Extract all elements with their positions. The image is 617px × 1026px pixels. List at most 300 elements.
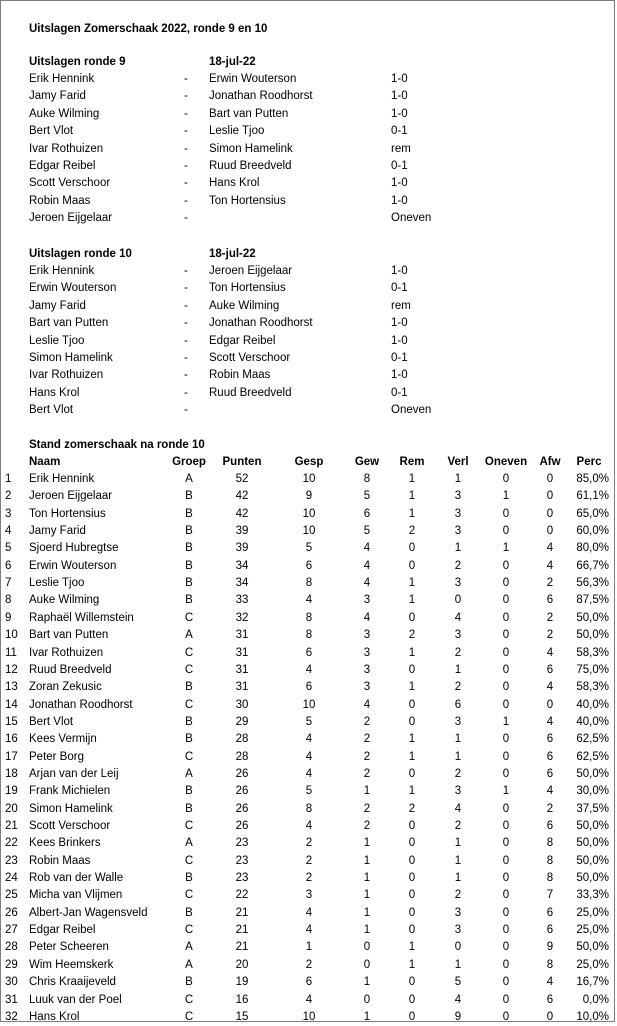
result-row (1, 106, 617, 123)
col-afw: Afw (539, 456, 561, 468)
player-group: B (185, 594, 193, 607)
player-name: Bart van Putten (29, 629, 109, 642)
col-gesp: Gesp (294, 456, 324, 468)
rank-number: 23 (5, 854, 18, 867)
byes-count: 0 (502, 872, 510, 885)
score-percentage: 50,0% (576, 767, 609, 780)
games-lost: 0 (454, 594, 462, 607)
rank-number: 26 (5, 906, 18, 919)
rank-number: 13 (5, 681, 18, 694)
score-percentage: 37,5% (576, 802, 609, 815)
games-drawn: 0 (408, 1010, 416, 1023)
games-drawn: 0 (408, 924, 416, 937)
round9-heading: Uitslagen ronde 9 (29, 56, 126, 68)
player-group: B (185, 525, 193, 538)
player-group: B (185, 733, 193, 746)
player-group: B (185, 785, 193, 798)
player-group: A (185, 837, 193, 850)
versus-dash: - (184, 212, 188, 225)
result-row (1, 367, 617, 384)
player-points: 42 (235, 490, 249, 503)
games-played: 4 (305, 906, 313, 919)
byes-count: 0 (502, 681, 510, 694)
result-row (1, 350, 617, 367)
games-drawn: 0 (408, 767, 416, 780)
black-player: Hans Krol (209, 177, 260, 190)
black-player: Bart van Putten (209, 107, 289, 120)
black-player: Jonathan Roodhorst (209, 317, 313, 330)
table-row (1, 488, 617, 505)
absent-count: 6 (546, 733, 554, 746)
rank-number: 25 (5, 889, 18, 902)
score-percentage: 25,0% (576, 958, 609, 971)
versus-dash: - (184, 194, 188, 207)
versus-dash: - (184, 142, 188, 155)
white-player: Simon Hamelink (29, 352, 113, 364)
games-played: 8 (305, 629, 313, 642)
score-percentage: 0,0% (582, 993, 609, 1006)
games-lost: 4 (454, 611, 462, 624)
score-percentage: 40,0% (576, 715, 609, 728)
score-percentage: 65,0% (576, 507, 609, 520)
absent-count: 8 (546, 958, 554, 971)
rank-number: 14 (5, 698, 18, 711)
games-lost: 3 (454, 525, 462, 538)
games-lost: 4 (454, 993, 462, 1006)
games-drawn: 0 (408, 993, 416, 1006)
player-points: 28 (235, 733, 249, 746)
table-row (1, 992, 617, 1009)
game-result: 0-1 (391, 352, 408, 364)
result-row (1, 193, 617, 210)
rank-number: 27 (5, 924, 18, 937)
player-group: A (185, 767, 193, 780)
player-group: C (184, 854, 194, 867)
games-lost: 4 (454, 802, 462, 815)
games-played: 3 (305, 889, 313, 902)
games-lost: 1 (454, 750, 462, 763)
games-drawn: 1 (408, 507, 416, 520)
byes-count: 0 (502, 611, 510, 624)
player-points: 15 (235, 1010, 249, 1023)
byes-count: 0 (502, 1010, 510, 1023)
player-group: B (185, 490, 193, 503)
versus-dash: - (184, 317, 188, 330)
absent-count: 2 (546, 611, 554, 624)
games-won: 8 (363, 473, 371, 485)
player-group: C (184, 611, 194, 624)
table-row (1, 697, 617, 714)
byes-count: 0 (502, 525, 510, 538)
player-group: B (185, 542, 193, 555)
player-name: Frank Michielen (29, 785, 111, 798)
player-points: 39 (235, 525, 249, 538)
games-drawn: 0 (408, 906, 416, 919)
black-player: Auke Wilming (209, 299, 280, 312)
byes-count: 0 (502, 559, 510, 572)
rank-number: 16 (5, 733, 18, 746)
game-result: 1-0 (391, 369, 408, 382)
col-naam: Naam (29, 456, 61, 468)
white-player: Jeroen Eijgelaar (29, 212, 113, 225)
standings-header-row (1, 454, 617, 471)
player-name: Jonathan Roodhorst (29, 698, 133, 711)
white-player: Ivar Rothuizen (29, 142, 104, 155)
games-played: 5 (305, 785, 313, 798)
player-name: Wim Heemskerk (29, 958, 114, 971)
games-won: 2 (363, 733, 371, 746)
score-percentage: 50,0% (576, 837, 609, 850)
result-row (1, 123, 617, 140)
white-player: Leslie Tjoo (29, 334, 85, 347)
table-row (1, 818, 617, 835)
player-group: C (184, 698, 194, 711)
games-won: 3 (363, 646, 371, 659)
games-lost: 3 (454, 906, 462, 919)
player-group: C (184, 750, 194, 763)
rank-number: 11 (5, 646, 17, 659)
col-verl: Verl (447, 456, 469, 468)
versus-dash: - (184, 386, 188, 399)
player-points: 21 (235, 924, 249, 937)
games-won: 4 (363, 698, 371, 711)
result-row (1, 333, 617, 350)
games-won: 1 (363, 889, 371, 902)
absent-count: 0 (546, 490, 554, 503)
document-title: Uitslagen Zomerschaak 2022, ronde 9 en 10 (29, 23, 268, 35)
result-row (1, 158, 617, 175)
table-row (1, 523, 617, 540)
absent-count: 0 (546, 525, 554, 538)
games-played: 2 (305, 854, 313, 867)
player-name: Kees Vermijn (29, 733, 97, 746)
versus-dash: - (184, 160, 188, 172)
games-lost: 5 (454, 976, 462, 989)
rank-number: 2 (5, 490, 12, 503)
rank-number: 20 (5, 802, 18, 815)
games-played: 4 (305, 733, 313, 746)
score-percentage: 87,5% (576, 594, 609, 607)
player-group: A (185, 473, 193, 485)
games-won: 1 (363, 854, 371, 867)
games-drawn: 0 (408, 889, 416, 902)
games-drawn: 0 (408, 820, 416, 832)
score-percentage: 61,1% (576, 490, 609, 503)
games-lost: 6 (454, 698, 462, 711)
player-name: Edgar Reibel (29, 924, 96, 937)
round10-date: 18-jul-22 (209, 248, 256, 260)
table-row (1, 801, 617, 818)
games-won: 3 (363, 594, 371, 607)
absent-count: 0 (546, 473, 554, 485)
player-group: C (184, 889, 194, 902)
games-drawn: 0 (408, 976, 416, 989)
table-row (1, 887, 617, 904)
games-lost: 3 (454, 490, 462, 503)
player-group: B (185, 559, 193, 572)
white-player: Bert Vlot (29, 404, 74, 417)
player-name: Simon Hamelink (29, 802, 113, 815)
games-won: 0 (363, 958, 371, 971)
player-name: Scott Verschoor (29, 820, 111, 832)
games-drawn: 1 (408, 577, 416, 590)
absent-count: 4 (546, 976, 554, 989)
versus-dash: - (184, 265, 188, 277)
absent-count: 4 (546, 681, 554, 694)
games-played: 8 (305, 577, 313, 590)
game-result: 0-1 (391, 282, 408, 295)
game-result: 0-1 (391, 160, 408, 172)
player-group: B (185, 802, 193, 815)
games-won: 3 (363, 663, 371, 676)
games-lost: 3 (454, 577, 462, 590)
byes-count: 0 (502, 941, 510, 954)
table-row (1, 974, 617, 991)
player-group: B (185, 681, 193, 694)
player-points: 23 (235, 872, 249, 885)
white-player: Bert Vlot (29, 125, 74, 138)
player-points: 31 (235, 646, 249, 659)
round10-heading: Uitslagen ronde 10 (29, 248, 132, 260)
player-points: 26 (235, 767, 249, 780)
player-points: 31 (235, 629, 249, 642)
player-points: 34 (235, 577, 249, 590)
games-won: 5 (363, 490, 371, 503)
games-drawn: 1 (408, 490, 416, 503)
absent-count: 6 (546, 750, 554, 763)
score-percentage: 25,0% (576, 906, 609, 919)
round9-date: 18-jul-22 (209, 56, 256, 68)
player-name: Ruud Breedveld (29, 663, 112, 676)
absent-count: 0 (546, 1010, 554, 1023)
versus-dash: - (184, 125, 188, 138)
byes-count: 0 (502, 473, 510, 485)
games-won: 1 (363, 785, 371, 798)
result-row (1, 210, 617, 227)
game-result: Oneven (391, 212, 432, 225)
player-points: 31 (235, 681, 249, 694)
byes-count: 0 (502, 767, 510, 780)
byes-count: 0 (502, 993, 510, 1006)
player-name: Erwin Wouterson (29, 559, 117, 572)
games-played: 9 (305, 490, 313, 503)
games-played: 10 (302, 507, 316, 520)
black-player: Erwin Wouterson (209, 73, 297, 85)
player-group: C (184, 924, 194, 937)
col-gew: Gew (354, 456, 380, 468)
player-name: Raphaël Willemstein (29, 611, 134, 624)
versus-dash: - (184, 73, 188, 85)
player-name: Sjoerd Hubregtse (29, 542, 119, 555)
games-played: 2 (305, 872, 313, 885)
games-won: 3 (363, 629, 371, 642)
versus-dash: - (184, 282, 188, 295)
player-points: 52 (235, 473, 249, 485)
game-result: 1-0 (391, 317, 408, 330)
games-lost: 3 (454, 715, 462, 728)
rank-number: 7 (5, 577, 12, 590)
white-player: Jamy Farid (29, 299, 86, 312)
absent-count: 6 (546, 820, 554, 832)
player-group: B (185, 906, 193, 919)
rank-number: 5 (5, 542, 12, 555)
rank-number: 8 (5, 594, 12, 607)
game-result: Oneven (391, 404, 432, 417)
versus-dash: - (184, 369, 188, 382)
games-drawn: 1 (408, 594, 416, 607)
white-player: Auke Wilming (29, 107, 100, 120)
absent-count: 4 (546, 785, 554, 798)
rank-number: 17 (5, 750, 18, 763)
col-rem: Rem (399, 456, 425, 468)
game-result: 1-0 (391, 107, 408, 120)
table-row (1, 1009, 617, 1026)
table-row (1, 558, 617, 575)
games-drawn: 1 (408, 473, 416, 485)
byes-count: 1 (502, 785, 510, 798)
result-row (1, 402, 617, 419)
games-played: 4 (305, 767, 313, 780)
games-lost: 2 (454, 559, 462, 572)
games-won: 4 (363, 577, 371, 590)
games-lost: 2 (454, 646, 462, 659)
player-points: 16 (235, 993, 249, 1006)
games-won: 4 (363, 542, 371, 555)
score-percentage: 50,0% (576, 872, 609, 885)
games-won: 1 (363, 906, 371, 919)
player-points: 26 (235, 820, 249, 832)
byes-count: 0 (502, 854, 510, 867)
col-punten: Punten (222, 456, 262, 468)
games-played: 4 (305, 993, 313, 1006)
games-drawn: 1 (408, 733, 416, 746)
games-lost: 1 (454, 733, 462, 746)
games-played: 1 (305, 941, 313, 954)
games-drawn: 0 (408, 698, 416, 711)
player-group: C (184, 1010, 194, 1023)
rank-number: 4 (5, 525, 12, 538)
games-played: 4 (305, 924, 313, 937)
games-won: 2 (363, 750, 371, 763)
games-lost: 2 (454, 767, 462, 780)
score-percentage: 33,3% (576, 889, 609, 902)
games-played: 4 (305, 750, 313, 763)
result-row (1, 175, 617, 192)
games-drawn: 0 (408, 663, 416, 676)
game-result: 1-0 (391, 334, 408, 347)
versus-dash: - (184, 404, 188, 417)
games-lost: 0 (454, 941, 462, 954)
games-won: 0 (363, 941, 371, 954)
white-player: Erwin Wouterson (29, 282, 117, 295)
player-points: 34 (235, 559, 249, 572)
table-row (1, 679, 617, 696)
games-won: 1 (363, 1010, 371, 1023)
standings-heading: Stand zomerschaak na ronde 10 (29, 439, 205, 451)
rank-number: 12 (5, 663, 18, 676)
byes-count: 0 (502, 733, 510, 746)
table-row (1, 853, 617, 870)
absent-count: 2 (546, 802, 554, 815)
table-row (1, 714, 617, 731)
versus-dash: - (184, 90, 188, 103)
table-row (1, 645, 617, 662)
white-player: Jamy Farid (29, 90, 86, 103)
games-drawn: 0 (408, 854, 416, 867)
rank-number: 31 (5, 993, 18, 1006)
games-lost: 3 (454, 629, 462, 642)
table-row (1, 835, 617, 852)
absent-count: 4 (546, 542, 554, 555)
games-won: 1 (363, 976, 371, 989)
rank-number: 15 (5, 715, 18, 728)
rank-number: 24 (5, 872, 18, 885)
games-won: 6 (363, 507, 371, 520)
white-player: Hans Krol (29, 386, 80, 399)
games-drawn: 2 (408, 802, 416, 815)
player-name: Ton Hortensius (29, 507, 106, 520)
absent-count: 6 (546, 924, 554, 937)
table-row (1, 749, 617, 766)
games-won: 2 (363, 802, 371, 815)
player-group: A (185, 958, 193, 971)
game-result: 1-0 (391, 73, 408, 85)
player-name: Hans Krol (29, 1010, 80, 1023)
byes-count: 0 (502, 594, 510, 607)
games-won: 2 (363, 820, 371, 832)
player-name: Peter Scheeren (29, 941, 109, 954)
player-name: Jamy Farid (29, 525, 86, 538)
games-played: 4 (305, 663, 313, 676)
games-won: 4 (363, 559, 371, 572)
result-row (1, 263, 617, 280)
col-perc: Perc (576, 456, 602, 468)
white-player: Erik Hennink (29, 265, 95, 277)
games-drawn: 1 (408, 646, 416, 659)
games-drawn: 0 (408, 542, 416, 555)
byes-count: 1 (502, 542, 510, 555)
score-percentage: 25,0% (576, 924, 609, 937)
player-name: Leslie Tjoo (29, 577, 85, 590)
score-percentage: 58,3% (576, 646, 609, 659)
score-percentage: 75,0% (576, 663, 609, 676)
score-percentage: 62,5% (576, 750, 609, 763)
player-group: B (185, 872, 193, 885)
games-played: 6 (305, 681, 313, 694)
absent-count: 6 (546, 663, 554, 676)
table-row (1, 610, 617, 627)
table-row (1, 575, 617, 592)
result-row (1, 141, 617, 158)
black-player: Robin Maas (209, 369, 271, 382)
table-row (1, 506, 617, 523)
byes-count: 0 (502, 698, 510, 711)
absent-count: 9 (546, 941, 554, 954)
absent-count: 2 (546, 577, 554, 590)
score-percentage: 50,0% (576, 854, 609, 867)
games-lost: 1 (454, 854, 462, 867)
result-row (1, 71, 617, 88)
games-drawn: 1 (408, 958, 416, 971)
player-points: 19 (235, 976, 249, 989)
games-drawn: 1 (408, 750, 416, 763)
black-player: Jeroen Eijgelaar (209, 265, 293, 277)
games-lost: 2 (454, 820, 462, 832)
games-drawn: 2 (408, 525, 416, 538)
player-points: 21 (235, 941, 249, 954)
byes-count: 0 (502, 958, 510, 971)
score-percentage: 80,0% (576, 542, 609, 555)
